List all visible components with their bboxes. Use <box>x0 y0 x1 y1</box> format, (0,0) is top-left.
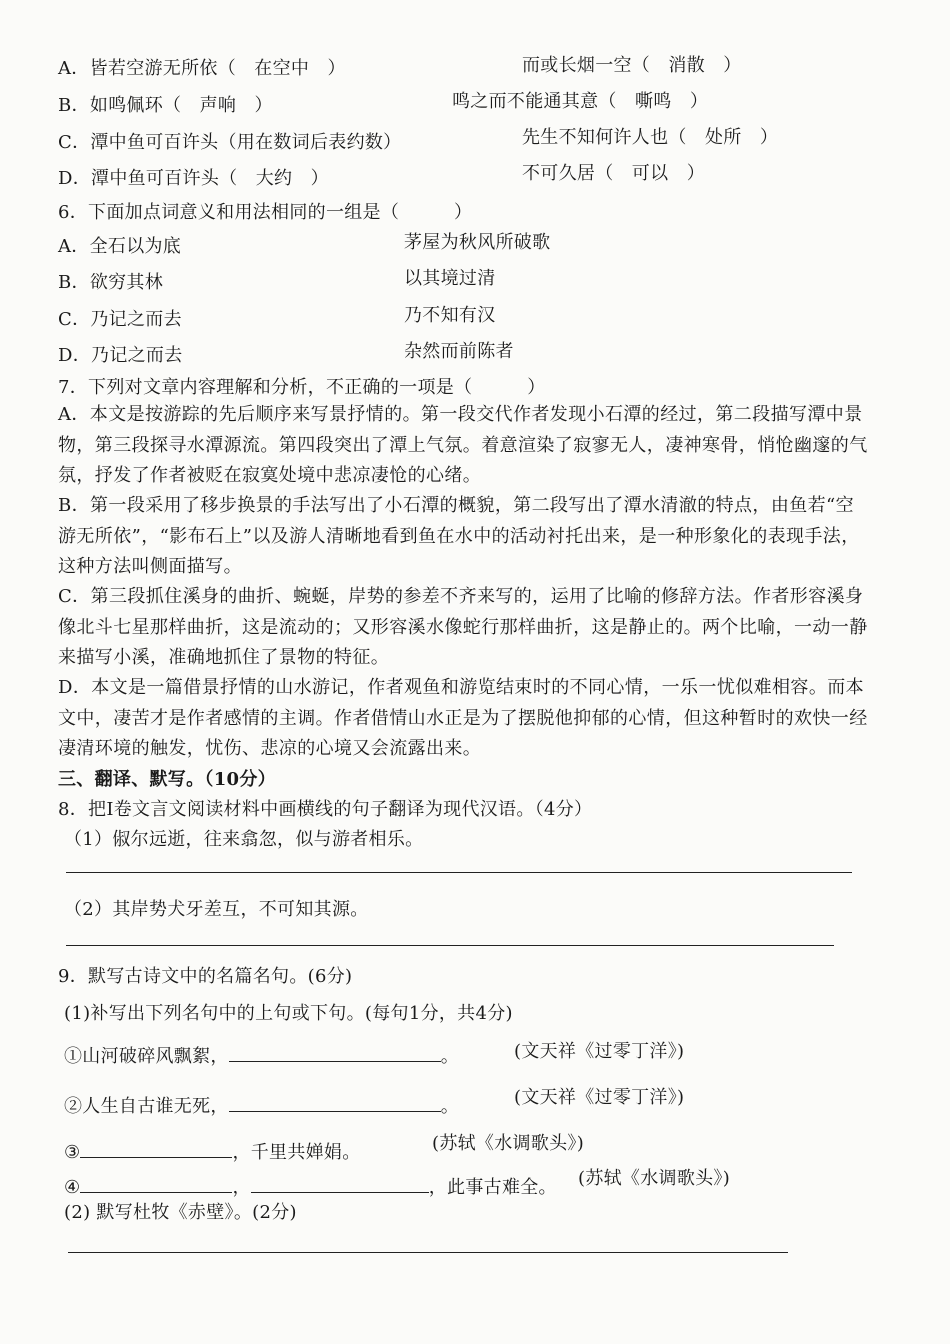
q9-item-2-blank[interactable] <box>229 1093 441 1112</box>
q5-option-a-left: A．皆若空游无所依（ 在空中 ） <box>58 58 346 79</box>
q6-option-b-left: B．欲穷其林 <box>58 272 164 293</box>
q7-option-b: B．第一段采用了移步换景的手法写出了小石潭的概貌，第二段写出了潭水清澈的特点，由鱼若“空游无所依”，“影布石上”以及游人清晰地看到鱼在水中的活动衬托出来，是一种形象化的表现手法，这种方法叫侧面描写。 <box>58 495 860 577</box>
q9-item-4-number: ④ <box>64 1177 81 1198</box>
q9-part1-instruction: (1)补写出下列名句中的上句或下句。(每句1分，共4分) <box>64 1003 513 1024</box>
q9-item-3-number: ③ <box>64 1142 81 1163</box>
q7-option-d: D．本文是一篇借景抒情的山水游记，作者观鱼和游览结束时的不同心情，一乐一忧似难相容。而本文中，凄苦才是作者感情的主调。作者借情山水正是为了摆脱他抑郁的心情，但这种暂时的欢快一经凄清环境的触发，忧伤、悲凉的心境又会流露出来。 <box>58 677 868 759</box>
q8-answer-line-2[interactable] <box>66 945 834 946</box>
q7-option-c: C．第三段抓住溪身的曲折、蜿蜒，岸势的参差不齐来写的，运用了比喻的修辞方法。作者形容溪身像北斗七星那样曲折，这是流动的；又形容溪水像蛇行那样曲折，这是静止的。两个比喻，一动一静来描写小溪，准确地抓住了景物的特征。 <box>58 586 868 668</box>
q9-item-1-blank[interactable] <box>229 1043 441 1062</box>
q5-option-b-left: B．如鸣佩环（ 声响 ） <box>58 95 273 116</box>
q7-stem: 7．下列对文章内容理解和分析，不正确的一项是（ ） <box>58 377 546 398</box>
section-3-title: 三、翻译、默写。（10分） <box>58 769 276 790</box>
q9-item-4-blank-1[interactable] <box>80 1174 232 1193</box>
q5-option-c-right: 先生不知何许人也（ 处所 ） <box>522 127 779 148</box>
q6-stem: 6．下面加点词意义和用法相同的一组是（ ） <box>58 202 473 223</box>
q9-item-4 <box>64 1174 557 1199</box>
q9-item-4-source: (苏轼《水调歌头》) <box>578 1168 731 1189</box>
q9-part2-instruction: (2) 默写杜牧《赤壁》。(2分) <box>64 1202 297 1223</box>
q9-item-1-given: ①山河破碎风飘絮， <box>64 1046 229 1067</box>
q5-option-a-right: 而或长烟一空（ 消散 ） <box>522 55 742 76</box>
q9-item-4-blank-2[interactable] <box>251 1174 429 1193</box>
q9-item-3 <box>64 1139 361 1164</box>
q5-option-d-left: D．潭中鱼可百许头（ 大约 ） <box>58 168 329 189</box>
q6-option-d-left: D．乃记之而去 <box>58 345 183 366</box>
q8-answer-line-1[interactable] <box>66 872 852 873</box>
q6-option-a-left: A．全石以为底 <box>58 236 182 257</box>
q9-item-2-source: (文天祥《过零丁洋》) <box>514 1087 685 1108</box>
q9-item-3-given: ，千里共婵娟。 <box>232 1142 361 1163</box>
q9-item-4-comma: ， <box>232 1177 251 1198</box>
q5-option-c-left: C．潭中鱼可百许头（用在数词后表约数） <box>58 132 402 153</box>
q8-stem: 8．把Ⅰ卷文言文阅读材料中画横线的句子翻译为现代汉语。（4分） <box>58 799 593 820</box>
q6-option-b-right: 以其境过清 <box>404 268 496 289</box>
q9-item-2-given: ②人生自古谁无死， <box>64 1096 229 1117</box>
q8-sentence-2: （2）其岸势犬牙差互，不可知其源。 <box>64 899 369 920</box>
q9-item-4-given: ，此事古难全。 <box>428 1177 557 1198</box>
q5-option-d-right: 不可久居（ 可以 ） <box>522 163 705 184</box>
q6-option-c-right: 乃不知有汉 <box>404 305 496 326</box>
q9-item-2-period: 。 <box>440 1096 460 1117</box>
q8-sentence-1: （1）俶尔远逝，往来翕忽，似与游者相乐。 <box>64 829 424 850</box>
q9-part2-answer-line[interactable] <box>68 1252 788 1253</box>
q5-option-b-right: 鸣之而不能通其意（ 嘶鸣 ） <box>452 91 709 112</box>
q9-item-1-source: (文天祥《过零丁洋》) <box>514 1041 685 1062</box>
q6-option-d-right: 杂然而前陈者 <box>404 341 514 362</box>
q9-item-1-period: 。 <box>440 1046 460 1067</box>
q9-item-1 <box>64 1043 459 1068</box>
q9-item-3-source: (苏轼《水调歌头》) <box>432 1133 585 1154</box>
q9-item-3-blank[interactable] <box>80 1139 232 1158</box>
q7-option-a: A．本文是按游踪的先后顺序来写景抒情的。第一段交代作者发现小石潭的经过，第二段描写潭中景物，第三段探寻水潭源流。第四段突出了潭上气氛。着意渲染了寂寥无人，凄神寒骨，悄怆幽邃的气氛，抒发了作者被贬在寂寞处境中悲凉凄怆的心绪。 <box>58 404 868 486</box>
q9-stem: 9．默写古诗文中的名篇名句。(6分) <box>58 966 353 987</box>
q6-option-a-right: 茅屋为秋风所破歌 <box>404 232 551 253</box>
q9-item-2 <box>64 1093 459 1118</box>
q6-option-c-left: C．乃记之而去 <box>58 309 182 330</box>
